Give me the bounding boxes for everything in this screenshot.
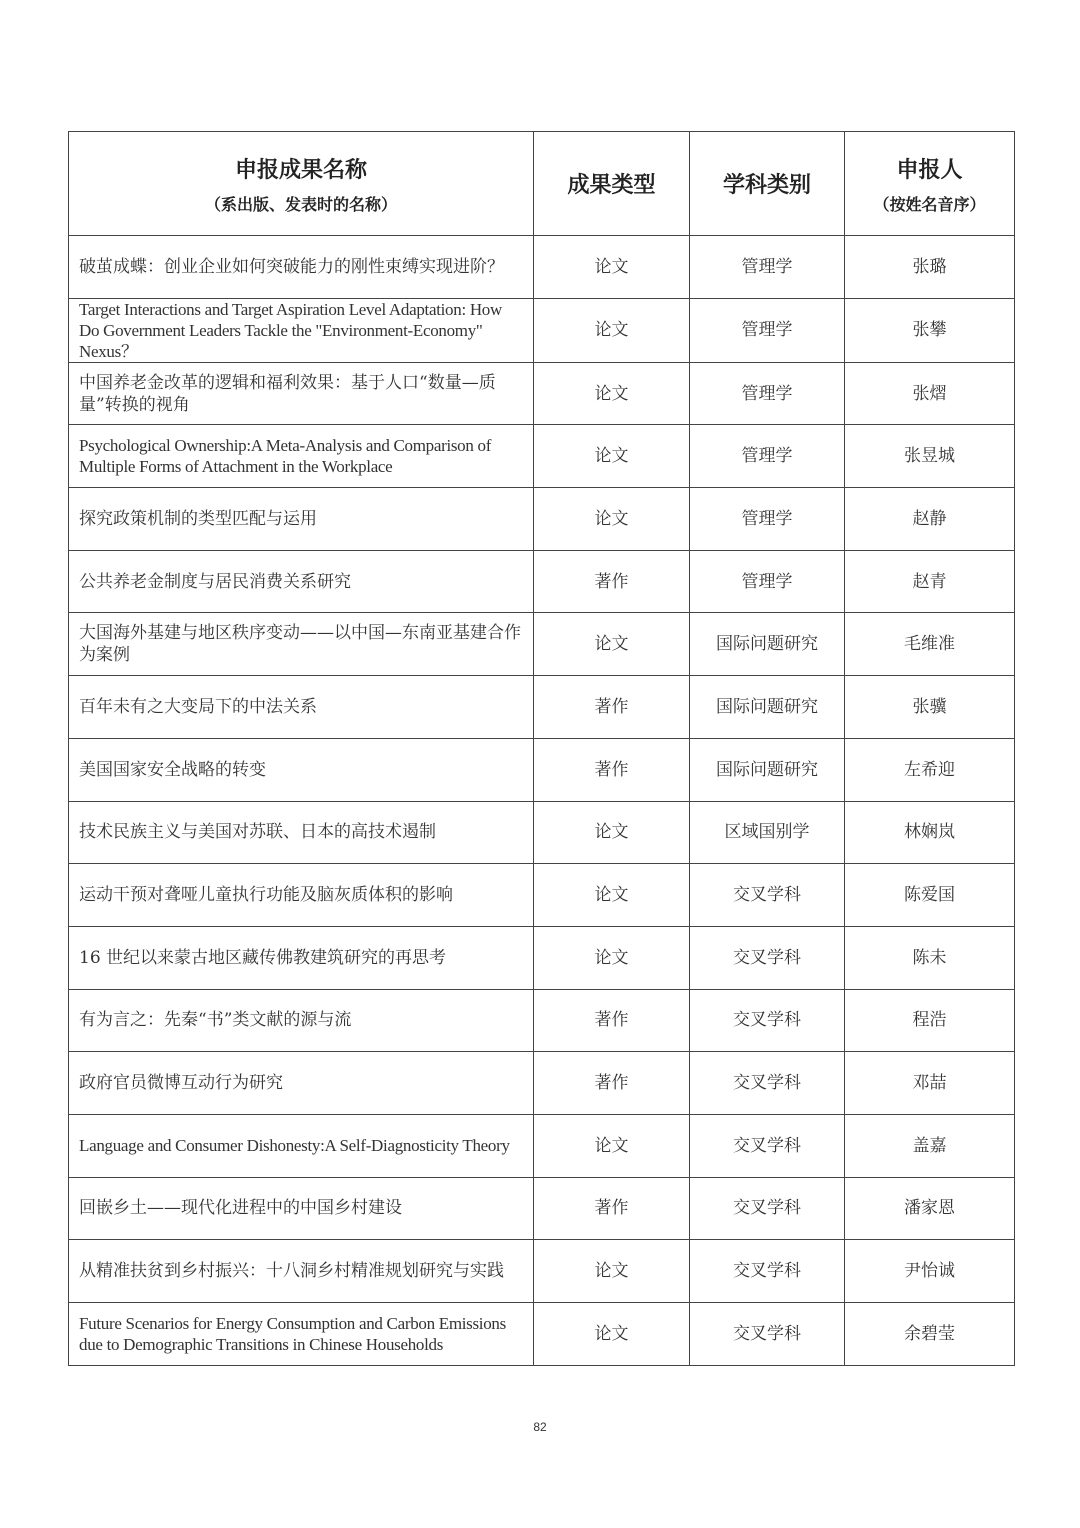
cell-applicant: 张熠 [845, 362, 1015, 425]
cell-title: 美国国家安全战略的转变 [69, 738, 534, 801]
cell-type: 论文 [534, 425, 690, 488]
cell-discipline: 管理学 [690, 425, 845, 488]
cell-applicant: 程浩 [845, 989, 1015, 1052]
cell-applicant: 陈爱国 [845, 864, 1015, 927]
cell-type: 论文 [534, 864, 690, 927]
achievements-table [68, 131, 1015, 1366]
cell-title: 运动干预对聋哑儿童执行功能及脑灰质体积的影响 [69, 864, 534, 927]
cell-applicant: 余碧莹 [845, 1303, 1015, 1366]
cell-title: 政府官员微博互动行为研究 [69, 1052, 534, 1115]
table-row [69, 362, 1015, 425]
cell-title: 百年未有之大变局下的中法关系 [69, 676, 534, 739]
cell-title: 破茧成蝶：创业企业如何突破能力的刚性束缚实现进阶？ [69, 236, 534, 299]
cell-title: Future Scenarios for Energy Consumption and Carbon Emissions due to Demographic Transitions in Chinese Households [69, 1303, 534, 1366]
cell-title: 回嵌乡土——现代化进程中的中国乡村建设 [69, 1177, 534, 1240]
cell-title: 中国养老金改革的逻辑和福利效果：基于人口“数量—质量”转换的视角 [69, 362, 534, 425]
table-row [69, 801, 1015, 864]
cell-applicant: 左希迎 [845, 738, 1015, 801]
cell-applicant: 邓喆 [845, 1052, 1015, 1115]
cell-applicant: 陈未 [845, 926, 1015, 989]
cell-discipline: 区域国别学 [690, 801, 845, 864]
table-header-row [69, 132, 1015, 236]
table-row [69, 738, 1015, 801]
cell-title: 从精准扶贫到乡村振兴：十八洞乡村精准规划研究与实践 [69, 1240, 534, 1303]
cell-discipline: 交叉学科 [690, 1240, 845, 1303]
cell-title: 有为言之：先秦“书”类文献的源与流 [69, 989, 534, 1052]
cell-type: 论文 [534, 1240, 690, 1303]
cell-applicant: 尹怡诚 [845, 1240, 1015, 1303]
cell-applicant: 赵青 [845, 550, 1015, 613]
cell-discipline: 国际问题研究 [690, 613, 845, 676]
cell-applicant: 毛维准 [845, 613, 1015, 676]
cell-discipline: 国际问题研究 [690, 738, 845, 801]
header-type: 成果类型 [534, 132, 690, 236]
cell-discipline: 管理学 [690, 298, 845, 362]
cell-type: 著作 [534, 550, 690, 613]
cell-applicant: 张昱城 [845, 425, 1015, 488]
cell-type: 著作 [534, 676, 690, 739]
cell-applicant: 张璐 [845, 236, 1015, 299]
cell-applicant: 林娴岚 [845, 801, 1015, 864]
cell-discipline: 交叉学科 [690, 1303, 845, 1366]
cell-discipline: 交叉学科 [690, 1114, 845, 1177]
table-row [69, 613, 1015, 676]
cell-type: 论文 [534, 801, 690, 864]
table-row [69, 864, 1015, 927]
page-number: 82 [533, 1420, 547, 1434]
table-row [69, 1052, 1015, 1115]
header-discipline: 学科类别 [690, 132, 845, 236]
cell-discipline: 交叉学科 [690, 1177, 845, 1240]
cell-type: 著作 [534, 989, 690, 1052]
cell-title: 16 世纪以来蒙古地区藏传佛教建筑研究的再思考 [69, 926, 534, 989]
table-row [69, 488, 1015, 551]
cell-type: 论文 [534, 236, 690, 299]
cell-discipline: 管理学 [690, 488, 845, 551]
table-row [69, 926, 1015, 989]
cell-discipline: 管理学 [690, 362, 845, 425]
cell-type: 著作 [534, 738, 690, 801]
cell-applicant: 张攀 [845, 298, 1015, 362]
cell-applicant: 张骥 [845, 676, 1015, 739]
cell-type: 论文 [534, 298, 690, 362]
table-row [69, 1240, 1015, 1303]
cell-type: 论文 [534, 1303, 690, 1366]
cell-discipline: 交叉学科 [690, 989, 845, 1052]
cell-type: 论文 [534, 488, 690, 551]
table-row [69, 236, 1015, 299]
cell-discipline: 交叉学科 [690, 926, 845, 989]
header-title: 申报成果名称 （系出版、发表时的名称） [69, 132, 534, 236]
cell-type: 论文 [534, 362, 690, 425]
cell-title: Language and Consumer Dishonesty:A Self-Diagnosticity Theory [69, 1114, 534, 1177]
table-row [69, 550, 1015, 613]
table-row [69, 425, 1015, 488]
cell-discipline: 交叉学科 [690, 1052, 845, 1115]
cell-discipline: 管理学 [690, 236, 845, 299]
cell-title: 公共养老金制度与居民消费关系研究 [69, 550, 534, 613]
cell-type: 著作 [534, 1052, 690, 1115]
cell-type: 论文 [534, 613, 690, 676]
table-row [69, 676, 1015, 739]
table-row [69, 989, 1015, 1052]
cell-applicant: 赵静 [845, 488, 1015, 551]
table-row [69, 298, 1015, 362]
cell-type: 论文 [534, 926, 690, 989]
cell-applicant: 盖嘉 [845, 1114, 1015, 1177]
cell-title: 大国海外基建与地区秩序变动——以中国—东南亚基建合作为案例 [69, 613, 534, 676]
cell-title: 探究政策机制的类型匹配与运用 [69, 488, 534, 551]
cell-type: 论文 [534, 1114, 690, 1177]
cell-title: Target Interactions and Target Aspiration Level Adaptation: How Do Government Leaders Tackle the "Environment-Economy" Nexus？ [69, 298, 534, 362]
cell-discipline: 交叉学科 [690, 864, 845, 927]
cell-title: Psychological Ownership:A Meta-Analysis and Comparison of Multiple Forms of Attachment in the Workplace [69, 425, 534, 488]
cell-discipline: 国际问题研究 [690, 676, 845, 739]
cell-discipline: 管理学 [690, 550, 845, 613]
cell-type: 著作 [534, 1177, 690, 1240]
cell-title: 技术民族主义与美国对苏联、日本的高技术遏制 [69, 801, 534, 864]
table-row [69, 1177, 1015, 1240]
table-row [69, 1114, 1015, 1177]
table-row [69, 1303, 1015, 1366]
cell-applicant: 潘家恩 [845, 1177, 1015, 1240]
header-applicant: 申报人 （按姓名音序） [845, 132, 1015, 236]
